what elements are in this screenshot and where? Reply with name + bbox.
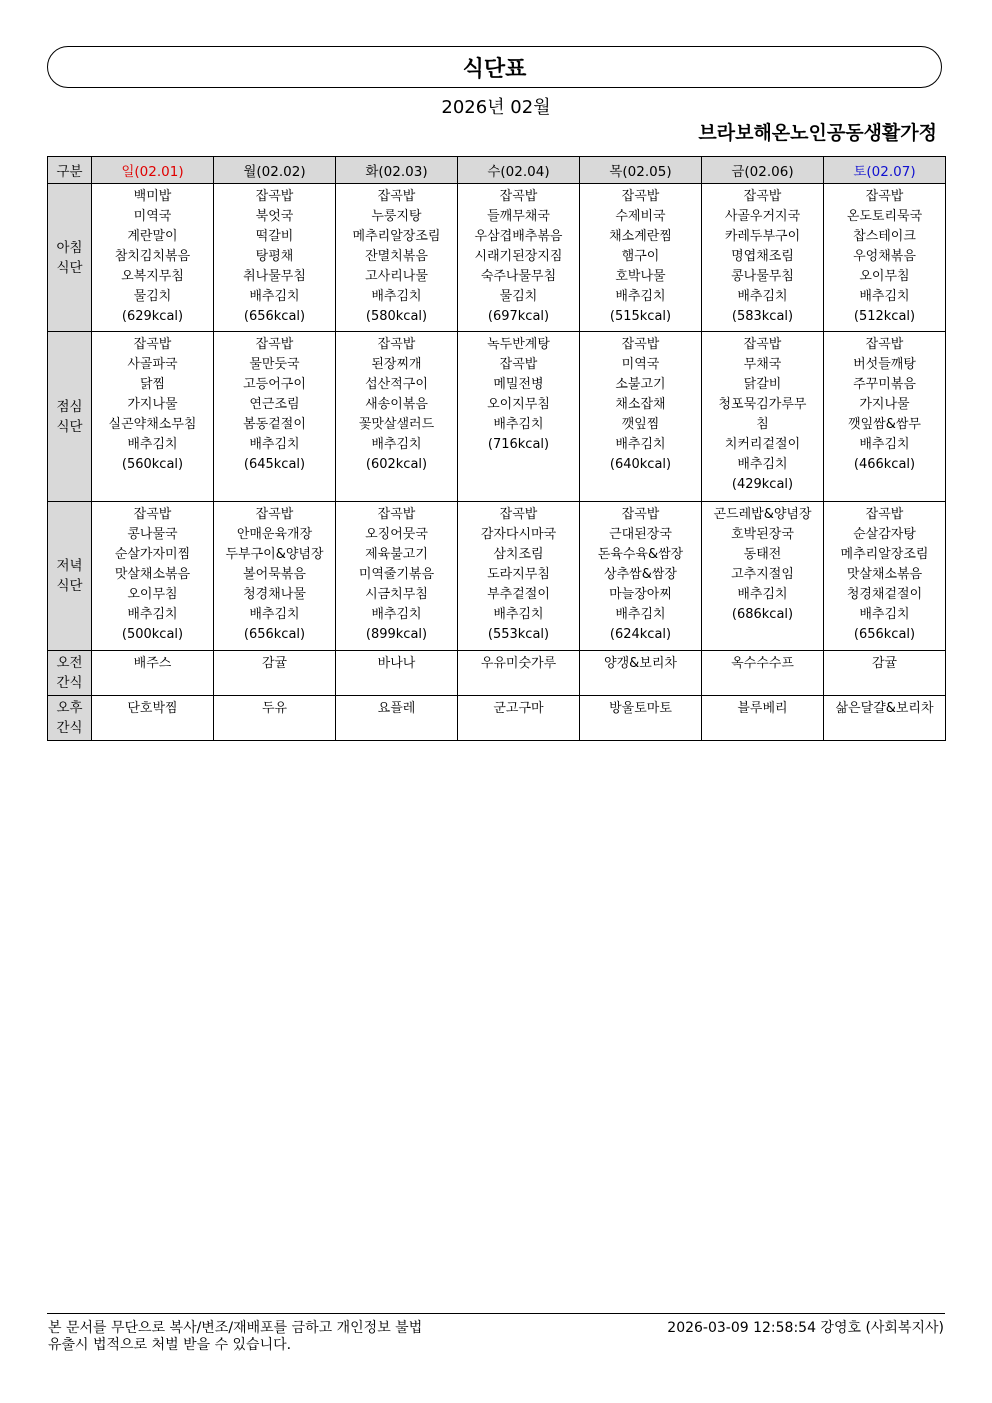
menu-item: 배추김치 <box>615 289 666 304</box>
menu-item: 참치김치볶음 <box>114 249 191 264</box>
menu-item: (560kcal) <box>121 457 184 472</box>
menu-item: 배추김치 <box>737 587 788 602</box>
menu-item: 미역국 <box>133 209 172 224</box>
menu-item-list <box>458 184 579 327</box>
menu-item: 새송이볶음 <box>365 397 428 412</box>
menu-item: 깻잎쌈&쌈무 <box>848 417 921 432</box>
menu-item: 호박된장국 <box>731 527 794 542</box>
menu-item-list <box>702 184 823 327</box>
menu-item: 잡곡밥 <box>621 189 660 204</box>
menu-item: (716kcal) <box>487 437 550 452</box>
menu-item: (686kcal) <box>731 607 794 622</box>
menu-item: 우삼겹배추볶음 <box>474 229 563 244</box>
day-header-thu: 목(02.05) <box>580 157 702 184</box>
menu-item: 계란말이 <box>127 229 178 244</box>
menu-item: 배추김치 <box>371 437 422 452</box>
menu-item: 물김치 <box>133 289 172 304</box>
table-row-afternoon-snack <box>48 696 946 741</box>
menu-item: (624kcal) <box>609 627 672 642</box>
menu-item: 채소계란찜 <box>609 229 672 244</box>
document-title-box <box>47 46 942 88</box>
menu-cell <box>580 502 702 651</box>
menu-cell <box>336 502 458 651</box>
menu-item: 닭찜 <box>139 377 166 392</box>
menu-item: 두유 <box>261 701 288 716</box>
menu-item: 숙주나물무침 <box>480 269 557 284</box>
menu-item-list <box>214 332 335 475</box>
table-row-morning-snack <box>48 651 946 696</box>
menu-item: (515kcal) <box>609 309 672 324</box>
menu-item: 삶은달걀&보리차 <box>835 701 934 716</box>
menu-item: 치커리겉절이 <box>724 437 801 452</box>
menu-item: 배추김치 <box>371 607 422 622</box>
menu-item: 된장찌개 <box>371 357 422 372</box>
menu-item-list <box>824 332 945 475</box>
menu-item: 온도토리묵국 <box>846 209 923 224</box>
menu-item-list <box>458 502 579 645</box>
menu-cell <box>458 651 580 696</box>
row-label-line: 오전 <box>56 655 83 671</box>
menu-item: 카레두부구이 <box>724 229 801 244</box>
row-label-line: 점심 <box>56 398 83 415</box>
menu-item: 마늘장아찌 <box>609 587 672 602</box>
period-label: 2026년 02월 <box>441 97 551 118</box>
menu-item: 배추김치 <box>371 289 422 304</box>
menu-item: 사골우거지국 <box>724 209 801 224</box>
row-label-line: 저녁 <box>56 558 83 574</box>
day-header-fri: 금(02.06) <box>702 157 824 184</box>
menu-item: 배추김치 <box>127 607 178 622</box>
menu-item: 잡곡밥 <box>377 507 416 522</box>
menu-item: 잡곡밥 <box>499 507 538 522</box>
menu-item: 잡곡밥 <box>377 189 416 204</box>
menu-item: 떡갈비 <box>255 229 294 244</box>
menu-item: 배추김치 <box>859 289 910 304</box>
menu-item: 가지나물 <box>859 397 910 412</box>
menu-item: 실곤약채소무침 <box>108 417 197 432</box>
menu-item-list <box>214 502 335 645</box>
footer-notice <box>48 1320 422 1354</box>
menu-item-list <box>458 651 579 674</box>
menu-item: 군고구마 <box>493 701 544 716</box>
row-label-line: 식단 <box>56 418 83 435</box>
menu-item: 봄동겉절이 <box>243 417 306 432</box>
menu-item: 잡곡밥 <box>255 337 294 352</box>
menu-item: 배추김치 <box>615 607 666 622</box>
menu-item: 잡곡밥 <box>255 507 294 522</box>
menu-item: 잡곡밥 <box>865 507 904 522</box>
menu-item: 잡곡밥 <box>377 337 416 352</box>
facility-name: 브라보해온노인공동생활가정 <box>698 122 937 144</box>
menu-item: 햄구이 <box>621 249 660 264</box>
menu-item: 잡곡밥 <box>255 189 294 204</box>
menu-cell <box>92 332 214 502</box>
menu-item: 고등어구이 <box>243 377 306 392</box>
menu-item: 맛살채소볶음 <box>114 567 191 582</box>
menu-item: 배추김치 <box>737 457 788 472</box>
menu-item: (899kcal) <box>365 627 428 642</box>
menu-item-list <box>214 696 335 719</box>
menu-cell <box>702 696 824 741</box>
menu-item: 누룽지탕 <box>371 209 422 224</box>
menu-item: 메밀전병 <box>493 377 544 392</box>
menu-item: 배추김치 <box>127 437 178 452</box>
menu-cell <box>214 696 336 741</box>
menu-item: 녹두반계탕 <box>487 337 550 352</box>
menu-item: 배추김치 <box>493 607 544 622</box>
menu-item-list <box>336 332 457 475</box>
menu-item: 청포묵김가루무 <box>718 397 807 412</box>
menu-cell <box>214 502 336 651</box>
menu-item: 물만둣국 <box>249 357 300 372</box>
menu-item-list <box>458 332 579 455</box>
menu-item: 도라지무침 <box>487 567 550 582</box>
menu-item-list <box>580 184 701 327</box>
menu-item: 꽃맛살샐러드 <box>358 417 435 432</box>
menu-item: 잡곡밥 <box>865 337 904 352</box>
menu-item: 가지나물 <box>127 397 178 412</box>
menu-item-list <box>336 502 457 645</box>
menu-item: 콩나물무침 <box>731 269 794 284</box>
menu-cell <box>214 332 336 502</box>
menu-item: 블루베리 <box>737 701 788 716</box>
menu-item: (553kcal) <box>487 627 550 642</box>
table-row-dinner <box>48 502 946 651</box>
menu-item-list <box>702 332 823 495</box>
menu-item-list <box>824 184 945 327</box>
corner-header: 구분 <box>48 157 92 184</box>
menu-item: 근대된장국 <box>609 527 672 542</box>
menu-item: 호박나물 <box>615 269 666 284</box>
menu-item: (697kcal) <box>487 309 550 324</box>
menu-cell <box>824 696 946 741</box>
menu-cell <box>702 332 824 502</box>
menu-item: 부추겉절이 <box>487 587 550 602</box>
menu-item: 제육불고기 <box>365 547 428 562</box>
menu-item: 잡곡밥 <box>133 337 172 352</box>
row-label-morning-snack <box>48 651 92 696</box>
menu-item: 상추쌈&쌈장 <box>604 567 677 582</box>
row-label-line: 간식 <box>56 720 83 736</box>
menu-item-list <box>214 651 335 674</box>
menu-item: 곤드레밥&양념장 <box>713 507 812 522</box>
menu-item-list <box>214 184 335 327</box>
menu-item: 오이무침 <box>127 587 178 602</box>
menu-cell <box>702 184 824 332</box>
menu-item: 배추김치 <box>249 289 300 304</box>
row-label-afternoon-snack <box>48 696 92 741</box>
menu-item: 오이지무침 <box>487 397 550 412</box>
menu-item: 잡곡밥 <box>499 357 538 372</box>
menu-item: (656kcal) <box>853 627 916 642</box>
menu-item-list <box>824 502 945 645</box>
menu-cell <box>336 651 458 696</box>
menu-item: 우엉채볶음 <box>853 249 916 264</box>
menu-item: 미역줄기볶음 <box>358 567 435 582</box>
menu-item: 배추김치 <box>737 289 788 304</box>
menu-item: 들깨무채국 <box>487 209 550 224</box>
menu-item: 닭갈비 <box>743 377 782 392</box>
menu-item: 잡곡밥 <box>499 189 538 204</box>
menu-item: 콩나물국 <box>127 527 178 542</box>
day-header-mon: 월(02.02) <box>214 157 336 184</box>
menu-item: (640kcal) <box>609 457 672 472</box>
row-label-line: 오후 <box>56 700 83 716</box>
menu-item: (583kcal) <box>731 309 794 324</box>
menu-item: 동태전 <box>743 547 782 562</box>
menu-cell <box>824 184 946 332</box>
menu-item: 명엽채조림 <box>731 249 794 264</box>
menu-item: (645kcal) <box>243 457 306 472</box>
menu-cell <box>458 696 580 741</box>
menu-item: (580kcal) <box>365 309 428 324</box>
menu-item: 두부구이&양념장 <box>225 547 324 562</box>
day-header-sat: 토(02.07) <box>824 157 946 184</box>
menu-cell <box>458 502 580 651</box>
menu-cell <box>336 184 458 332</box>
menu-item: 북엇국 <box>255 209 294 224</box>
menu-item-list <box>92 696 213 719</box>
menu-cell <box>92 651 214 696</box>
menu-item-list <box>336 696 457 719</box>
menu-item-list <box>580 502 701 645</box>
menu-item: 수제비국 <box>615 209 666 224</box>
menu-item: 섭산적구이 <box>365 377 428 392</box>
menu-item: 청경채나물 <box>243 587 306 602</box>
menu-item-list <box>824 696 945 719</box>
menu-item: 오이무침 <box>859 269 910 284</box>
menu-item: 무채국 <box>743 357 782 372</box>
menu-item: 시래기된장지짐 <box>474 249 563 264</box>
menu-item: 연근조림 <box>249 397 300 412</box>
menu-item: 버섯들깨탕 <box>853 357 916 372</box>
menu-item: 오복지무침 <box>121 269 184 284</box>
menu-item: 순살감자탕 <box>853 527 916 542</box>
menu-item: (656kcal) <box>243 309 306 324</box>
menu-item: 배추김치 <box>249 607 300 622</box>
menu-item: 잡곡밥 <box>621 507 660 522</box>
row-label-lunch <box>48 332 92 502</box>
menu-item: 삼치조림 <box>493 547 544 562</box>
footer-notice-line1: 본 문서를 무단으로 복사/변조/재배포를 금하고 개인정보 불법 <box>48 1320 423 1336</box>
menu-item-list <box>458 696 579 719</box>
menu-item: 소불고기 <box>615 377 666 392</box>
menu-item: 배추김치 <box>615 437 666 452</box>
menu-item: 잡곡밥 <box>621 337 660 352</box>
menu-cell <box>580 696 702 741</box>
menu-item: 감귤 <box>261 656 288 671</box>
table-row-lunch <box>48 332 946 502</box>
menu-item: 배추김치 <box>859 437 910 452</box>
menu-item: 맛살채소볶음 <box>846 567 923 582</box>
menu-item: 시금치무침 <box>365 587 428 602</box>
menu-item-list <box>92 184 213 327</box>
menu-item: 잡곡밥 <box>865 189 904 204</box>
menu-cell <box>92 696 214 741</box>
menu-cell <box>336 696 458 741</box>
menu-item: 바나나 <box>377 656 416 671</box>
row-label-line: 간식 <box>56 675 83 691</box>
menu-item: 감귤 <box>871 656 898 671</box>
row-label-line: 식단 <box>56 578 83 594</box>
menu-item: 배주스 <box>133 656 172 671</box>
menu-cell <box>336 332 458 502</box>
menu-cell <box>214 651 336 696</box>
menu-item: 백미밥 <box>133 189 172 204</box>
menu-item: (429kcal) <box>731 477 794 492</box>
menu-item-list <box>580 651 701 674</box>
footer-notice-line2: 유출시 법적으로 처벌 받을 수 있습니다. <box>48 1337 292 1353</box>
table-row-breakfast <box>48 184 946 332</box>
menu-item: 잔멸치볶음 <box>365 249 428 264</box>
menu-item: 양갱&보리차 <box>604 656 677 671</box>
menu-item: 탕평채 <box>255 249 294 264</box>
day-header-sun: 일(02.01) <box>92 157 214 184</box>
table-header-row <box>48 157 946 184</box>
menu-item: 채소잡채 <box>615 397 666 412</box>
menu-item: 잡곡밥 <box>133 507 172 522</box>
menu-cell <box>580 332 702 502</box>
document-title: 식단표 <box>462 56 527 82</box>
menu-item: (500kcal) <box>121 627 184 642</box>
menu-cell <box>824 502 946 651</box>
menu-item: 사골파국 <box>127 357 178 372</box>
menu-cell <box>824 651 946 696</box>
menu-item: 주꾸미볶음 <box>853 377 916 392</box>
menu-cell <box>214 184 336 332</box>
menu-cell <box>824 332 946 502</box>
menu-item: 볼어묵볶음 <box>243 567 306 582</box>
menu-cell <box>458 332 580 502</box>
day-header-wed: 수(02.04) <box>458 157 580 184</box>
menu-item: 침 <box>756 417 769 432</box>
menu-item: 청경채겉절이 <box>846 587 923 602</box>
menu-item-list <box>580 332 701 475</box>
menu-item: 메추리알장조림 <box>352 229 441 244</box>
menu-item: 잡곡밥 <box>743 337 782 352</box>
row-label-dinner <box>48 502 92 651</box>
menu-item: (512kcal) <box>853 309 916 324</box>
menu-item-list <box>580 696 701 719</box>
footer-divider <box>47 1313 945 1314</box>
menu-item-list <box>702 502 823 625</box>
menu-item: 메추리알장조림 <box>840 547 929 562</box>
menu-item: 잡곡밥 <box>743 189 782 204</box>
menu-item-list <box>92 651 213 674</box>
menu-item: 고추지절임 <box>731 567 794 582</box>
menu-item: (629kcal) <box>121 309 184 324</box>
menu-item: 안매운육개장 <box>236 527 313 542</box>
menu-item-list <box>92 502 213 645</box>
menu-item-list <box>336 651 457 674</box>
menu-item: 찹스테이크 <box>853 229 916 244</box>
menu-item: 깻잎찜 <box>621 417 660 432</box>
day-header-tue: 화(02.03) <box>336 157 458 184</box>
menu-item-list <box>336 184 457 327</box>
menu-item: (602kcal) <box>365 457 428 472</box>
menu-item: 옥수수수프 <box>731 656 794 671</box>
menu-cell <box>702 651 824 696</box>
menu-cell <box>92 502 214 651</box>
menu-item: (656kcal) <box>243 627 306 642</box>
row-label-line: 식단 <box>56 259 83 276</box>
menu-item: 배추김치 <box>249 437 300 452</box>
menu-item: 미역국 <box>621 357 660 372</box>
menu-item-list <box>824 651 945 674</box>
menu-item: 오징어뭇국 <box>365 527 428 542</box>
footer-printed-info: 2026-03-09 12:58:54 강영호 (사회복지사) <box>667 1320 944 1336</box>
menu-cell <box>702 502 824 651</box>
menu-item: 요플레 <box>377 701 416 716</box>
menu-item: 배추김치 <box>859 607 910 622</box>
menu-cell <box>92 184 214 332</box>
menu-item: 우유미숫가루 <box>480 656 557 671</box>
menu-item: 방울토마토 <box>609 701 672 716</box>
menu-item: 감자다시마국 <box>480 527 557 542</box>
menu-item: 배추김치 <box>493 417 544 432</box>
menu-cell <box>580 651 702 696</box>
menu-item: 물김치 <box>499 289 538 304</box>
row-label-line: 아침 <box>56 239 83 256</box>
menu-item: 고사리나물 <box>365 269 428 284</box>
menu-item-list <box>702 696 823 719</box>
menu-cell <box>580 184 702 332</box>
menu-item: 취나물무침 <box>243 269 306 284</box>
menu-item-list <box>92 332 213 475</box>
menu-item: 돈육수육&쌈장 <box>597 547 684 562</box>
menu-item: 단호박찜 <box>127 701 178 716</box>
meal-plan-table <box>47 156 946 741</box>
menu-cell <box>458 184 580 332</box>
row-label-breakfast <box>48 184 92 332</box>
menu-item: 순살가자미찜 <box>114 547 191 562</box>
menu-item: (466kcal) <box>853 457 916 472</box>
menu-item-list <box>702 651 823 674</box>
